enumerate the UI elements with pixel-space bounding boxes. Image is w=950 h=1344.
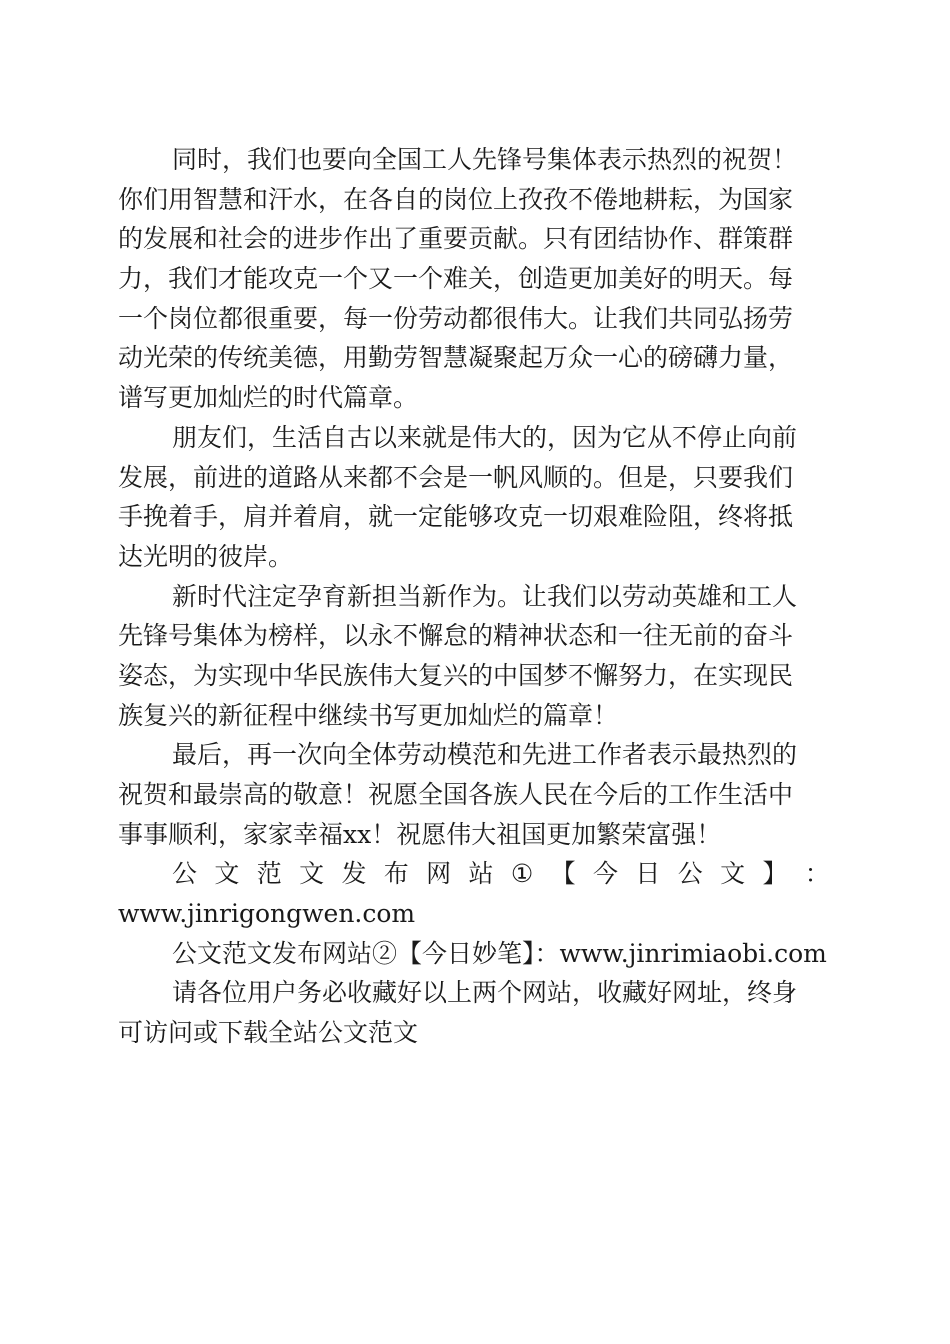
text-line: 达光明的彼岸。 [118, 541, 294, 571]
text-line: 你们用智慧和汗水，在各自的岗位上孜孜不倦地耕耘，为国家 [118, 184, 794, 214]
text-line: 事事顺利，家家幸福xx！祝愿伟大祖国更加繁荣富强！ [118, 819, 722, 849]
site-one-char: 文 [299, 859, 325, 889]
site-one-char: ： [804, 859, 830, 889]
text-line: 可访问或下载全站公文范文 [118, 1018, 419, 1048]
document-body [118, 140, 830, 1053]
text-line: 请各位用户务必收藏好以上两个网站，收藏好网址，终身 [172, 978, 798, 1008]
text-line: 力，我们才能攻克一个又一个难关，创造更加美好的明天。每 [118, 264, 794, 294]
site-one-url: www.jinrigongwen.com [118, 899, 416, 929]
paragraph-friends [118, 418, 830, 577]
site-one-char: 今 [593, 859, 619, 889]
site-one-char: 范 [256, 859, 282, 889]
site-two-line: 公文范文发布网站②【今日妙笔】：www.jinrimiaobi.com [172, 938, 827, 968]
text-line: 先锋号集体为榜样，以永不懈怠的精神状态和一往无前的奋斗 [118, 621, 794, 651]
text-line: 同时，我们也要向全国工人先锋号集体表示热烈的祝贺！ [172, 145, 798, 174]
text-line: 发展，前进的道路从来都不会是一帆风顺的。但是，只要我们 [118, 462, 794, 492]
notice-paragraph [118, 973, 830, 1052]
text-line: 的发展和社会的进步作出了重要贡献。只有团结协作、群策群 [118, 224, 794, 254]
site-one-char: 【 [550, 859, 576, 889]
site-one-char: 站 [468, 859, 494, 889]
text-line: 姿态，为实现中华民族伟大复兴的中国梦不懈努力，在实现民 [118, 660, 794, 690]
site-two-block [118, 934, 830, 974]
text-line: 最后，再一次向全体劳动模范和先进工作者表示最热烈的 [172, 740, 798, 770]
site-one-char: 文 [720, 859, 746, 889]
site-one-char: 公 [172, 859, 198, 889]
text-line: 手挽着手，肩并着肩，就一定能够攻克一切艰难险阻，终将抵 [118, 502, 794, 532]
text-line: 族复兴的新征程中继续书写更加灿烂的篇章！ [118, 700, 619, 730]
site-one-char: 布 [383, 859, 409, 889]
text-line: 一个岗位都很重要，每一份劳动都很伟大。让我们共同弘扬劳 [118, 303, 794, 333]
text-line: 新时代注定孕育新担当新作为。让我们以劳动英雄和工人 [172, 581, 798, 611]
site-one-block [118, 854, 830, 933]
site-one-char: 】 [762, 859, 788, 889]
site-one-char: 发 [341, 859, 367, 889]
site-one-char: 文 [214, 859, 240, 889]
site-one-char: ① [510, 859, 534, 889]
paragraph-new-era [118, 577, 830, 736]
site-one-char: 公 [677, 859, 703, 889]
text-line: 谱写更加灿烂的时代篇章。 [118, 383, 419, 413]
text-line: 朋友们，生活自古以来就是伟大的，因为它从不停止向前 [172, 422, 798, 452]
paragraph-closing [118, 735, 830, 854]
text-line: 祝贺和最崇高的敬意！祝愿全国各族人民在今后的工作生活中 [118, 780, 794, 809]
site-one-char: 网 [426, 859, 452, 889]
text-line: 动光荣的传统美德，用勤劳智慧凝聚起万众一心的磅礴力量， [118, 343, 794, 373]
site-one-char: 日 [635, 859, 661, 889]
site-one-label [118, 854, 830, 894]
paragraph-congratulations [118, 140, 830, 418]
